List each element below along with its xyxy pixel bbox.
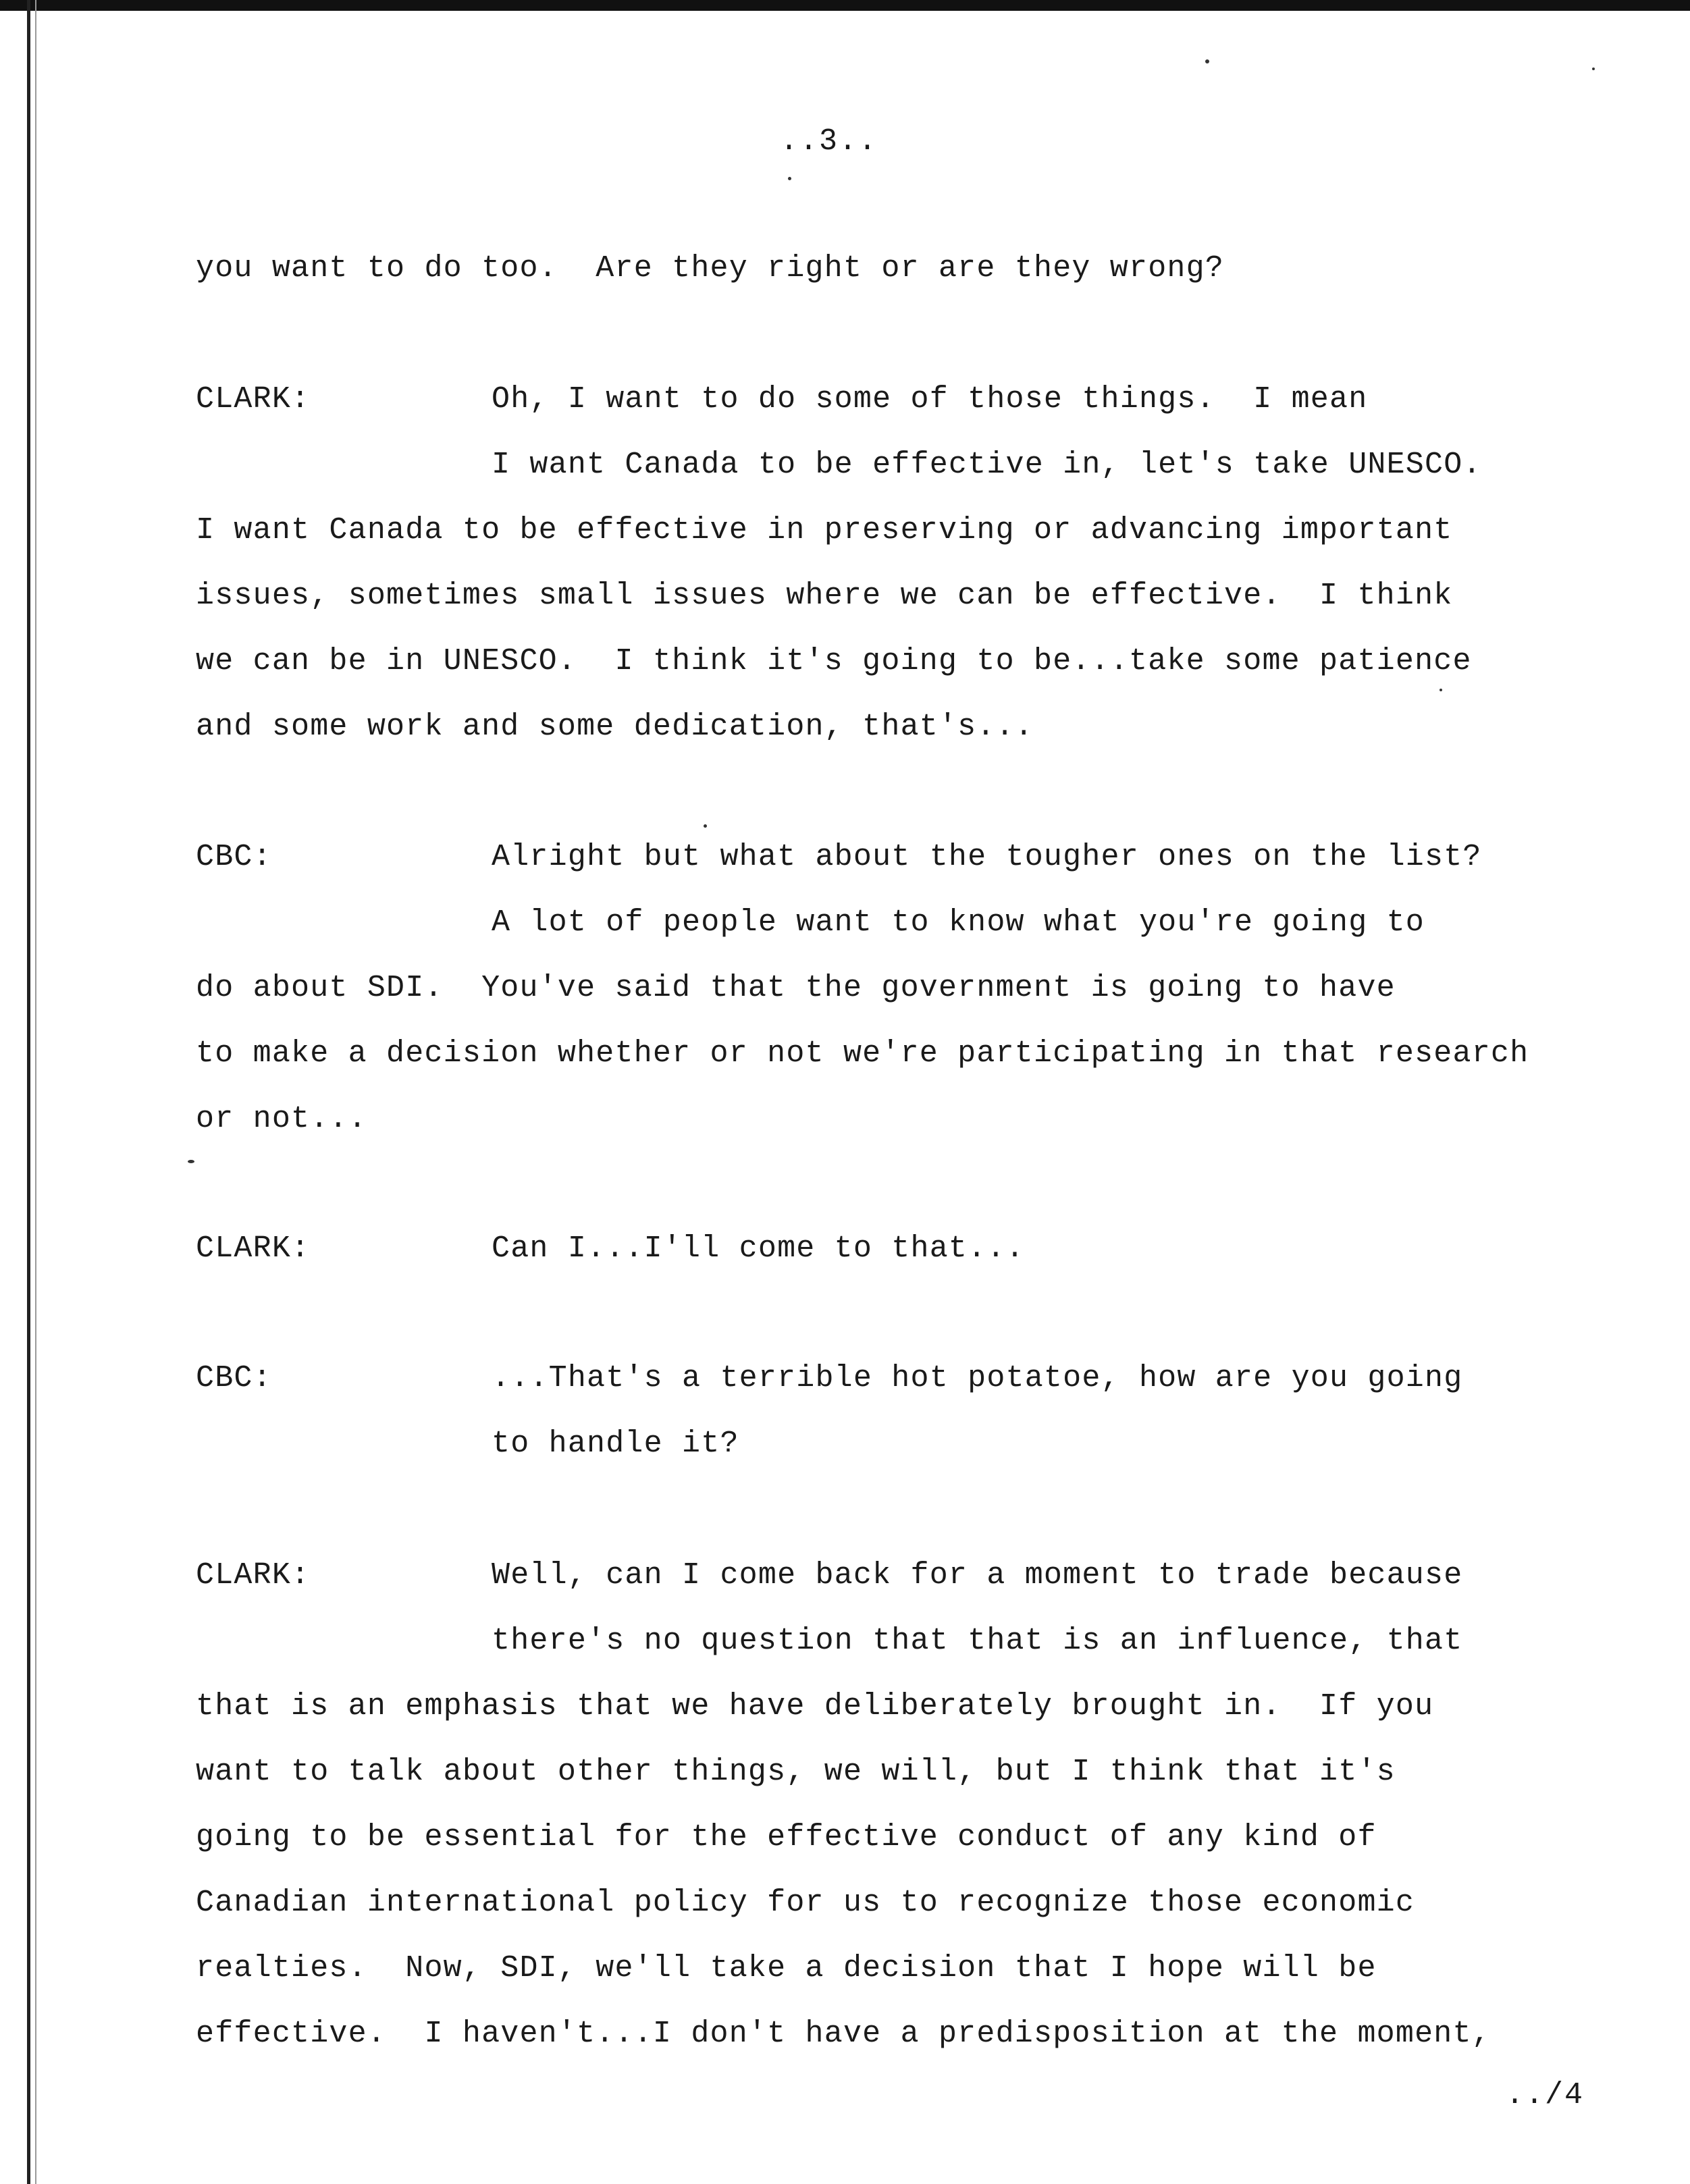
transcript-line: Can I...I'll come to that... [492,1231,1025,1266]
transcript-line: there's no question that that is an influence, that [492,1624,1463,1658]
transcript-line: going to be essential for the effective conduct of any kind of [196,1820,1377,1855]
transcript-line: to make a decision whether or not we're participating in that research [196,1036,1529,1071]
scan-top-border [0,0,1690,11]
transcript-line: that is an emphasis that we have deliberately brought in. If you [196,1689,1434,1724]
transcript-line: to handle it? [492,1427,739,1461]
transcript-line: do about SDI. You've said that the government is going to have [196,971,1396,1005]
scan-left-border [27,0,30,2184]
transcript-line: or not... [196,1102,367,1136]
scan-speck [188,1160,194,1163]
transcript-line: A lot of people want to know what you're going to [492,905,1425,940]
scan-speck [788,177,791,180]
transcript-line: want to talk about other things, we will, but I think that it's [196,1755,1396,1789]
speaker-label: CLARK: [196,382,311,417]
scan-speck [704,824,707,828]
scan-left-border-faint [35,0,36,2184]
continuation-marker: ../4 [1506,2078,1585,2112]
transcript-line: and some work and some dedication, that's... [196,710,1034,744]
speaker-label: CLARK: [196,1231,311,1266]
scan-speck [1205,59,1209,63]
transcript-line: Canadian international policy for us to recognize those economic [196,1886,1415,1920]
transcript-line: issues, sometimes small issues where we can be effective. I think [196,579,1453,613]
lead-in-line: you want to do too. Are they right or are they wrong? [196,251,1225,286]
transcript-line: Oh, I want to do some of those things. I mean [492,382,1368,417]
transcript-line: Alright but what about the tougher ones on the list? [492,840,1482,874]
transcript-line: Well, can I come back for a moment to trade because [492,1558,1463,1593]
scan-speck [1592,68,1595,70]
scan-speck [1440,689,1442,691]
transcript-line: I want Canada to be effective in preserving or advancing important [196,513,1453,548]
transcript-line: effective. I haven't...I don't have a predisposition at the moment, [196,2017,1491,2051]
speaker-label: CBC: [196,840,272,874]
speaker-label: CBC: [196,1361,272,1395]
speaker-label: CLARK: [196,1558,311,1593]
transcript-line: ...That's a terrible hot potatoe, how are you going [492,1361,1463,1395]
transcript-line: we can be in UNESCO. I think it's going to be...take some patience [196,644,1472,678]
transcript-line: I want Canada to be effective in, let's take UNESCO. [492,448,1482,482]
page-number: ..3.. [780,124,878,159]
transcript-line: realties. Now, SDI, we'll take a decision that I hope will be [196,1951,1377,1986]
